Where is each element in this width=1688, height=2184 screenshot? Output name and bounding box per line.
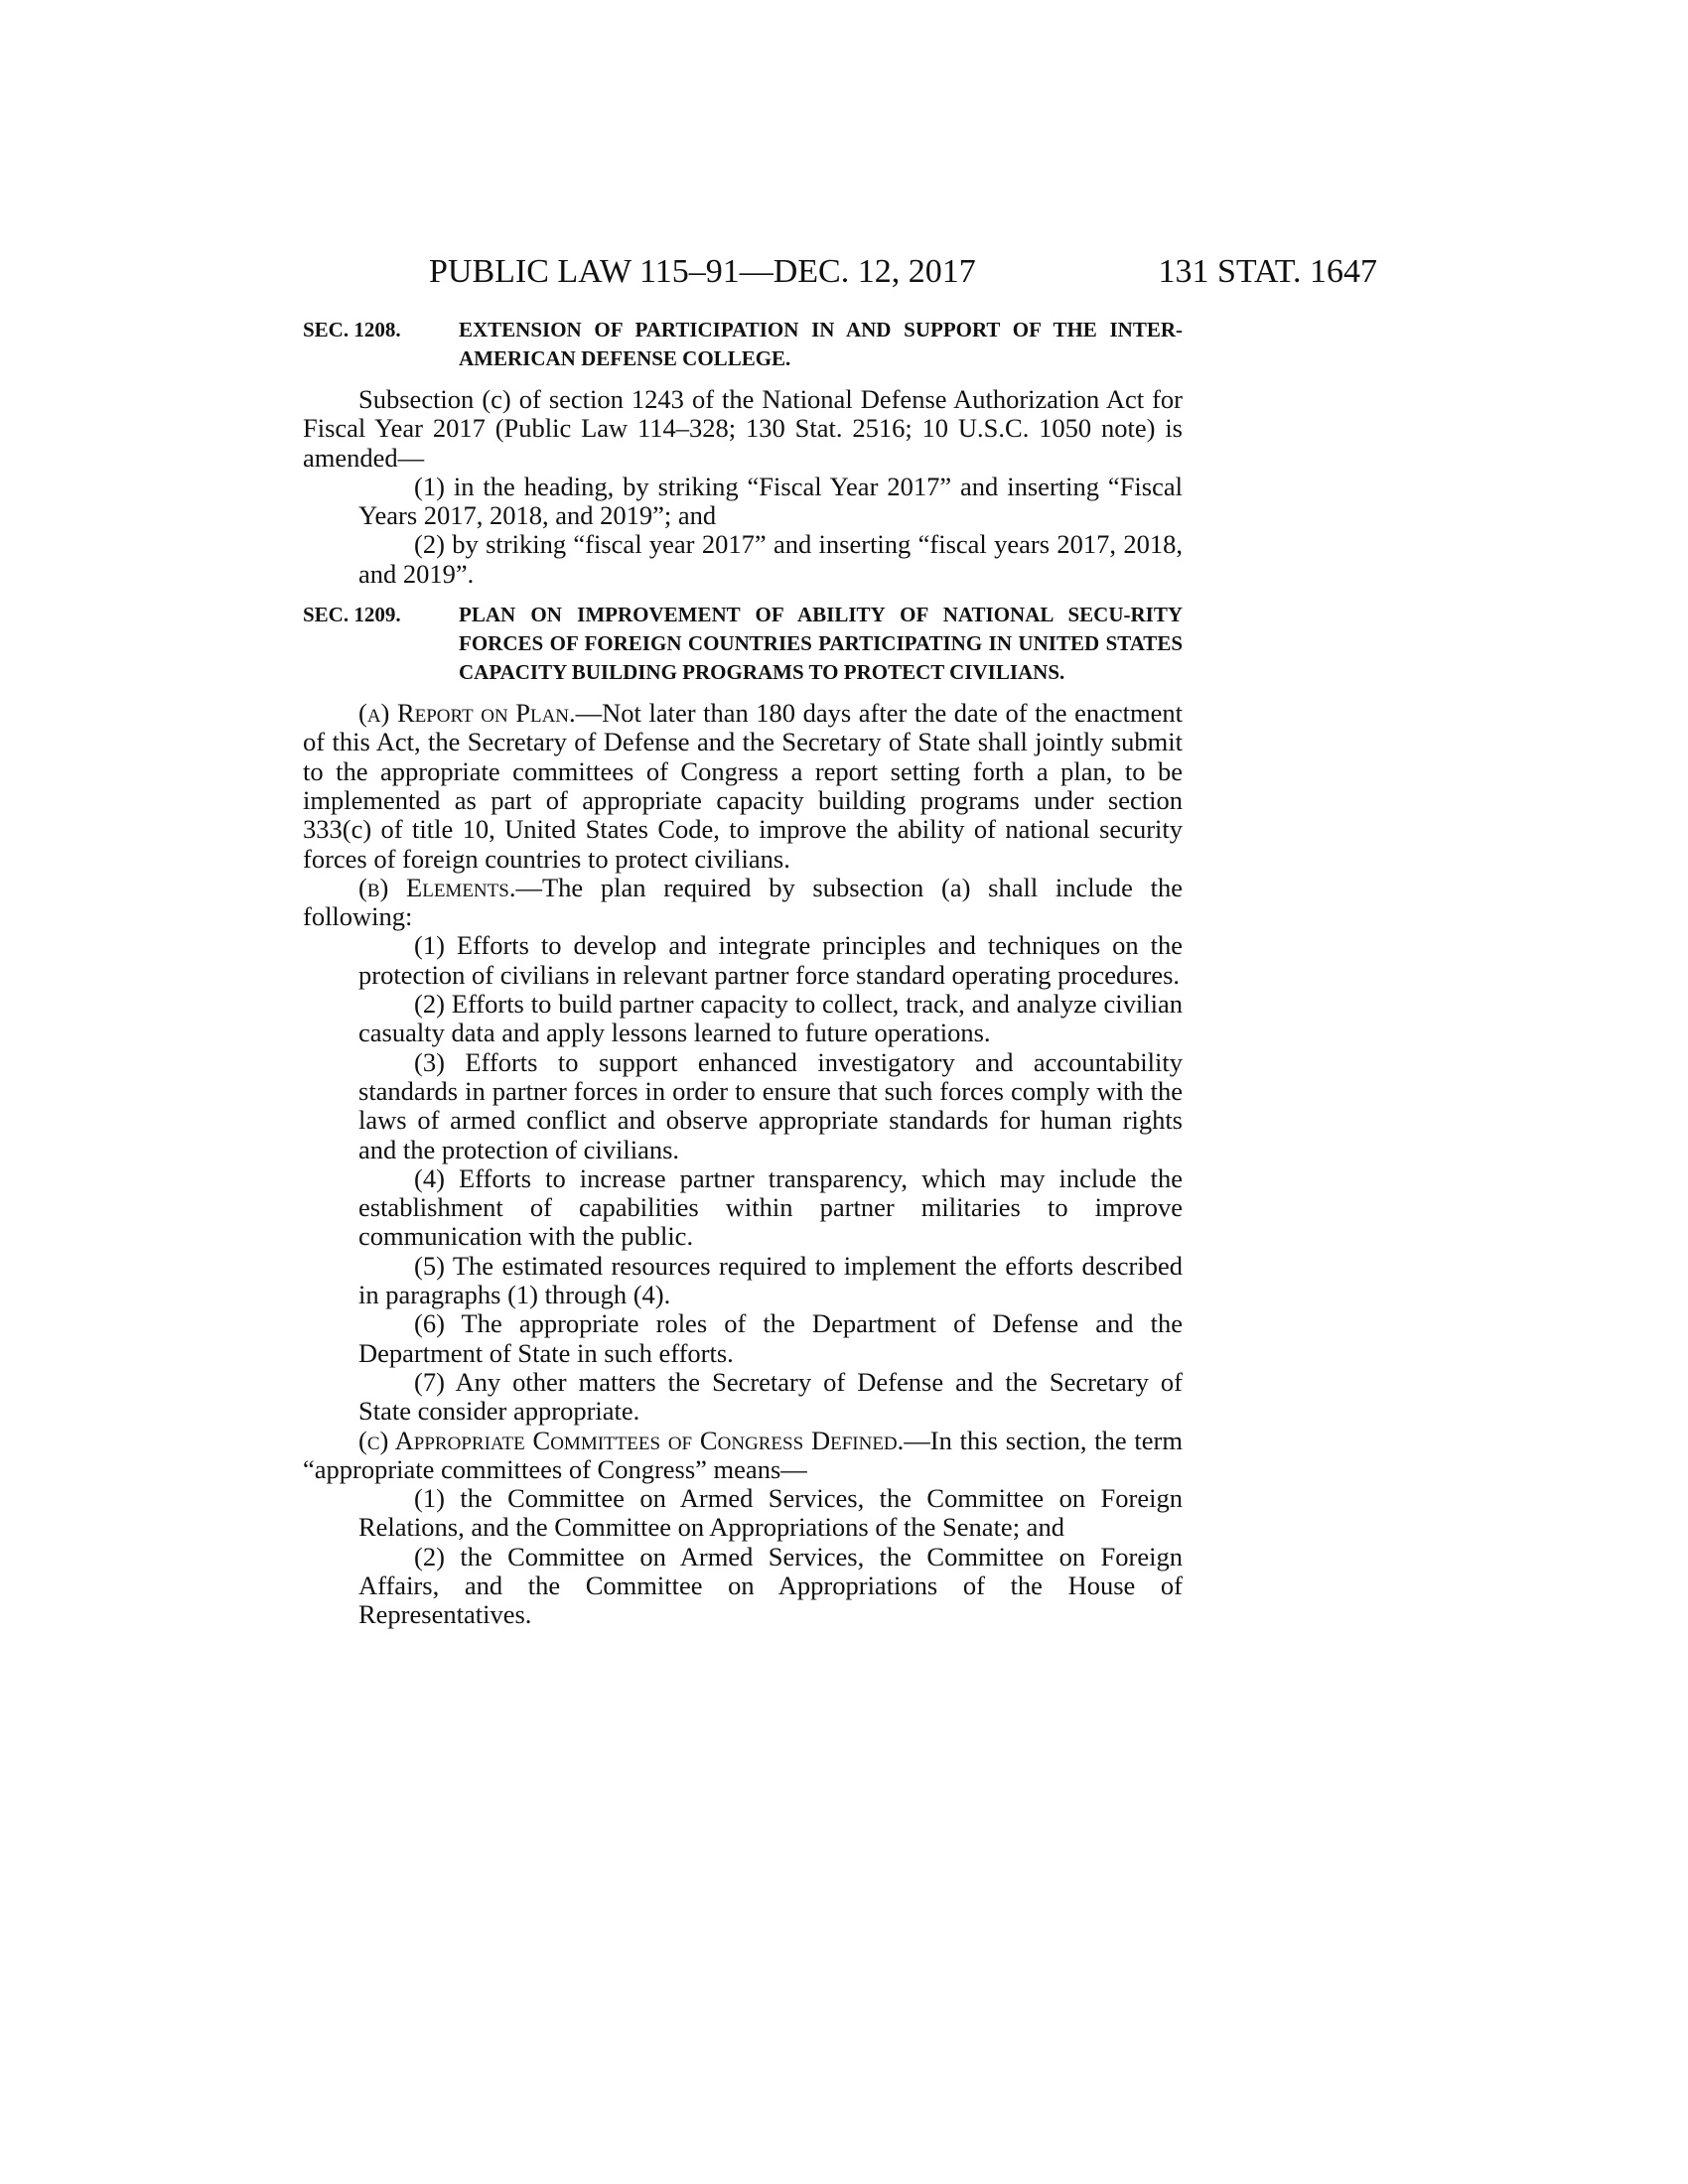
subsection-b-item-3: (3) Efforts to support enhanced investigatory and accountability standards in partner forces in order to ensure that such forces comply with the laws of armed conflict and observe appropriate standards for human rights and the protection of civilians. bbox=[358, 1046, 1183, 1164]
section-1208-item-2: (2) by striking “fiscal year 2017” and inserting “fiscal years 2017, 2018, and 2019”. bbox=[358, 529, 1183, 589]
body-text bbox=[303, 316, 1183, 1630]
subsection-b-item-4: (4) Efforts to increase partner transparency, which may include the establishment of capabilities within partner militaries to improve communication with the public. bbox=[358, 1162, 1183, 1252]
subsection-b-item-7: (7) Any other matters the Secretary of Defense and the Secretary of State consider appropriate. bbox=[358, 1366, 1183, 1427]
subsection-c-text: —In this section, the term “appropriate committees of Congress” means— bbox=[303, 1425, 1183, 1484]
subsection-b-item-5: (5) The estimated resources required to implement the efforts described in paragraphs (1) through (4). bbox=[358, 1250, 1183, 1310]
section-1209-number: SEC. 1209. bbox=[303, 603, 401, 627]
section-1208-number: SEC. 1208. bbox=[303, 318, 401, 341]
subsection-b bbox=[303, 874, 1183, 932]
subsection-a bbox=[303, 699, 1183, 874]
running-head bbox=[429, 252, 1377, 292]
running-head-title: PUBLIC LAW 115–91—DEC. 12, 2017 bbox=[429, 253, 976, 290]
subsection-c bbox=[303, 1427, 1183, 1485]
subsection-b-label: (b) Elements. bbox=[358, 872, 516, 902]
section-1208-intro: Subsection (c) of section 1243 of the National Defense Authorization Act for Fiscal Year 2017 (Public Law 114–328; 130 Stat. 2516; 10 U.S.C. 1050 note) is amended— bbox=[303, 384, 1183, 473]
statute-page-number: 131 STAT. 1647 bbox=[1158, 253, 1377, 290]
subsection-c-item-1: (1) the Committee on Armed Services, the Committee on Foreign Relations, and the Committee on Appropriations of the Senate; and bbox=[358, 1483, 1183, 1543]
subsection-c-label: (c) Appropriate Committees of Congress Defined. bbox=[358, 1425, 905, 1455]
subsection-a-label: (a) Report on Plan. bbox=[358, 698, 576, 729]
section-1208-title: EXTENSION OF PARTICIPATION IN AND SUPPORT OF THE INTER-AMERICAN DEFENSE COLLEGE. bbox=[459, 318, 1183, 370]
section-1209-heading bbox=[303, 601, 1183, 687]
subsection-c-item-2: (2) the Committee on Armed Services, the Committee on Foreign Affairs, and the Committee on Appropriations of the House of Representatives. bbox=[358, 1541, 1183, 1630]
subsection-a-text: —Not later than 180 days after the date of the enactment of this Act, the Secretary of Defense and the Secretary of State shall jointly submit to the appropriate committees of Congress a report setting forth a plan, to be implemented as part of appropriate capacity building programs under section 333(c) of title 10, United States Code, to improve the ability of national security forces of foreign countries to protect civilians. bbox=[303, 698, 1183, 874]
section-1208-item-1: (1) in the heading, by striking “Fiscal Year 2017” and inserting “Fiscal Years 2017, 2018, and 2019”; and bbox=[358, 471, 1183, 531]
subsection-b-item-1: (1) Efforts to develop and integrate principles and techniques on the protection of civilians in relevant partner force standard operating procedures. bbox=[358, 930, 1183, 990]
subsection-b-item-2: (2) Efforts to build partner capacity to collect, track, and analyze civilian casualty data and apply lessons learned to future operations. bbox=[358, 989, 1183, 1048]
section-1209-title: PLAN ON IMPROVEMENT OF ABILITY OF NATIONAL SECU-RITY FORCES OF FOREIGN COUNTRIES PARTICIPATING IN UNITED STATES CAPACITY BUILDING PROGRAMS TO PROTECT CIVILIANS. bbox=[459, 603, 1183, 685]
subsection-b-item-6: (6) The appropriate roles of the Department of Defense and the Department of State in such efforts. bbox=[358, 1308, 1183, 1368]
section-1208-heading bbox=[303, 316, 1183, 373]
subsection-b-text: —The plan required by subsection (a) shall include the following: bbox=[303, 872, 1183, 932]
